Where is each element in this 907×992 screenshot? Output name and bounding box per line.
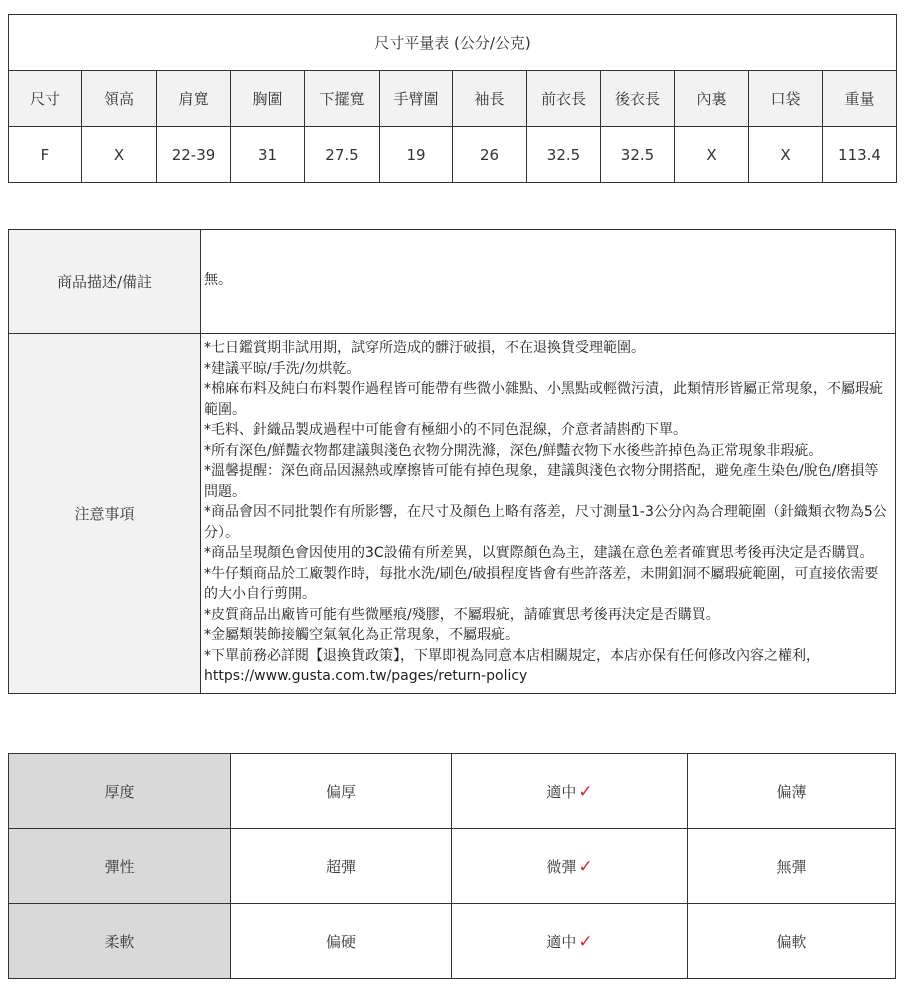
note-line: *牛仔類商品於工廠製作時，每批水洗/刷色/破損程度皆會有些許落差，未開釦洞不屬瑕疵範圍，可直接依需要的大小自行剪開。 xyxy=(204,565,879,602)
size-header-cell: 重量 xyxy=(823,71,897,127)
size-header-cell: 內裏 xyxy=(675,71,749,127)
fabric-row-softness xyxy=(9,904,896,979)
size-header-cell: 口袋 xyxy=(749,71,823,127)
option-label: 微彈 xyxy=(546,857,577,876)
size-value-cell: X xyxy=(675,127,749,183)
size-value-cell: 32.5 xyxy=(527,127,601,183)
size-header-cell: 下擺寬 xyxy=(305,71,380,127)
check-icon: ✓ xyxy=(578,931,593,952)
size-value-cell: X xyxy=(749,127,823,183)
fabric-row-elasticity xyxy=(9,829,896,904)
size-value-cell: 22-39 xyxy=(157,127,231,183)
size-value-cell: 113.4 xyxy=(823,127,897,183)
option-label: 偏硬 xyxy=(325,932,356,951)
option-label: 適中 xyxy=(546,932,577,951)
fabric-option xyxy=(688,829,896,904)
notes-content xyxy=(201,334,896,694)
size-chart-title: 尺寸平量表 (公分/公克) xyxy=(9,15,897,71)
size-header-cell: 袖長 xyxy=(453,71,527,127)
fabric-option-selected xyxy=(452,829,688,904)
size-header-cell: 後衣長 xyxy=(601,71,675,127)
note-line: *棉麻布料及純白布料製作過程皆可能帶有些微小雜點、小黑點或輕微污漬，此類情形皆屬正常現象，不屬瑕疵範圍。 xyxy=(204,381,883,418)
size-header-cell: 前衣長 xyxy=(527,71,601,127)
product-info-table xyxy=(8,229,896,694)
option-label: 偏薄 xyxy=(776,782,807,801)
description-value: 無。 xyxy=(201,230,896,334)
size-value-cell: 32.5 xyxy=(601,127,675,183)
description-row xyxy=(9,230,896,334)
size-chart-table xyxy=(8,14,897,183)
note-line: *毛料、針織品製成過程中可能會有極細小的不同色混線，介意者請斟酌下單。 xyxy=(204,422,687,438)
note-line: *金屬類裝飾接觸空氣氧化為正常現象，不屬瑕疵。 xyxy=(204,627,519,643)
note-line: *皮質商品出廠皆可能有些微壓痕/殘膠，不屬瑕疵，請確實思考後再決定是否購買。 xyxy=(204,606,720,623)
softness-label: 柔軟 xyxy=(9,904,231,979)
note-line: *建議平晾/手洗/勿烘乾。 xyxy=(204,360,361,377)
fabric-option-selected xyxy=(452,754,688,829)
size-header-cell: 肩寬 xyxy=(157,71,231,127)
notes-label: 注意事項 xyxy=(9,334,201,694)
fabric-option xyxy=(231,904,452,979)
size-value-cell: 27.5 xyxy=(305,127,380,183)
notes-row xyxy=(9,334,896,694)
option-label: 超彈 xyxy=(325,857,356,876)
check-icon: ✓ xyxy=(578,856,593,877)
fabric-properties-table xyxy=(8,753,896,979)
size-value-cell: 31 xyxy=(231,127,305,183)
size-header-cell: 胸圍 xyxy=(231,71,305,127)
fabric-option xyxy=(231,829,452,904)
fabric-option-selected xyxy=(452,904,688,979)
note-line: *溫馨提醒：深色商品因濕熱或摩擦皆可能有掉色現象，建議與淺色衣物分開搭配，避免產生染色/脫色/磨損等問題。 xyxy=(204,463,879,500)
size-value-cell: F xyxy=(9,127,82,183)
note-line: *商品會因不同批製作有所影響，在尺寸及顏色上略有落差，尺寸測量1-3公分內為合理範圍（針織類衣物為5公分）。 xyxy=(204,504,887,541)
option-label: 無彈 xyxy=(776,857,807,876)
size-header-cell: 尺寸 xyxy=(9,71,82,127)
size-header-cell: 手臂圍 xyxy=(380,71,453,127)
option-label: 偏軟 xyxy=(776,932,807,951)
note-line: *所有深色/鮮豔衣物都建議與淺色衣物分開洗滌，深色/鮮豔衣物下水後些許掉色為正常現象非瑕疵。 xyxy=(204,442,823,459)
size-value-cell: 26 xyxy=(453,127,527,183)
fabric-option xyxy=(688,754,896,829)
option-label: 偏厚 xyxy=(325,782,356,801)
fabric-option xyxy=(231,754,452,829)
check-icon: ✓ xyxy=(578,781,593,802)
size-chart-value-row xyxy=(9,127,897,183)
elasticity-label: 彈性 xyxy=(9,829,231,904)
fabric-row-thickness xyxy=(9,754,896,829)
description-label: 商品描述/備註 xyxy=(9,230,201,334)
note-line: *七日鑑賞期非試用期，試穿所造成的髒汙破損，不在退換貨受理範圍。 xyxy=(204,340,645,356)
option-label: 適中 xyxy=(546,782,577,801)
fabric-option xyxy=(688,904,896,979)
thickness-label: 厚度 xyxy=(9,754,231,829)
size-chart-header-row xyxy=(9,71,897,127)
size-value-cell: X xyxy=(82,127,157,183)
size-value-cell: 19 xyxy=(380,127,453,183)
note-line: *下單前務必詳閱【退換貨政策】，下單即視為同意本店相關規定，本店亦保有任何修改內容之權利，https://www.gusta.com.tw/pages/return-policy xyxy=(204,647,820,684)
size-header-cell: 領高 xyxy=(82,71,157,127)
note-line: *商品呈現顏色會因使用的3C設備有所差異，以實際顏色為主，建議在意色差者確實思考後再決定是否購買。 xyxy=(204,545,874,561)
